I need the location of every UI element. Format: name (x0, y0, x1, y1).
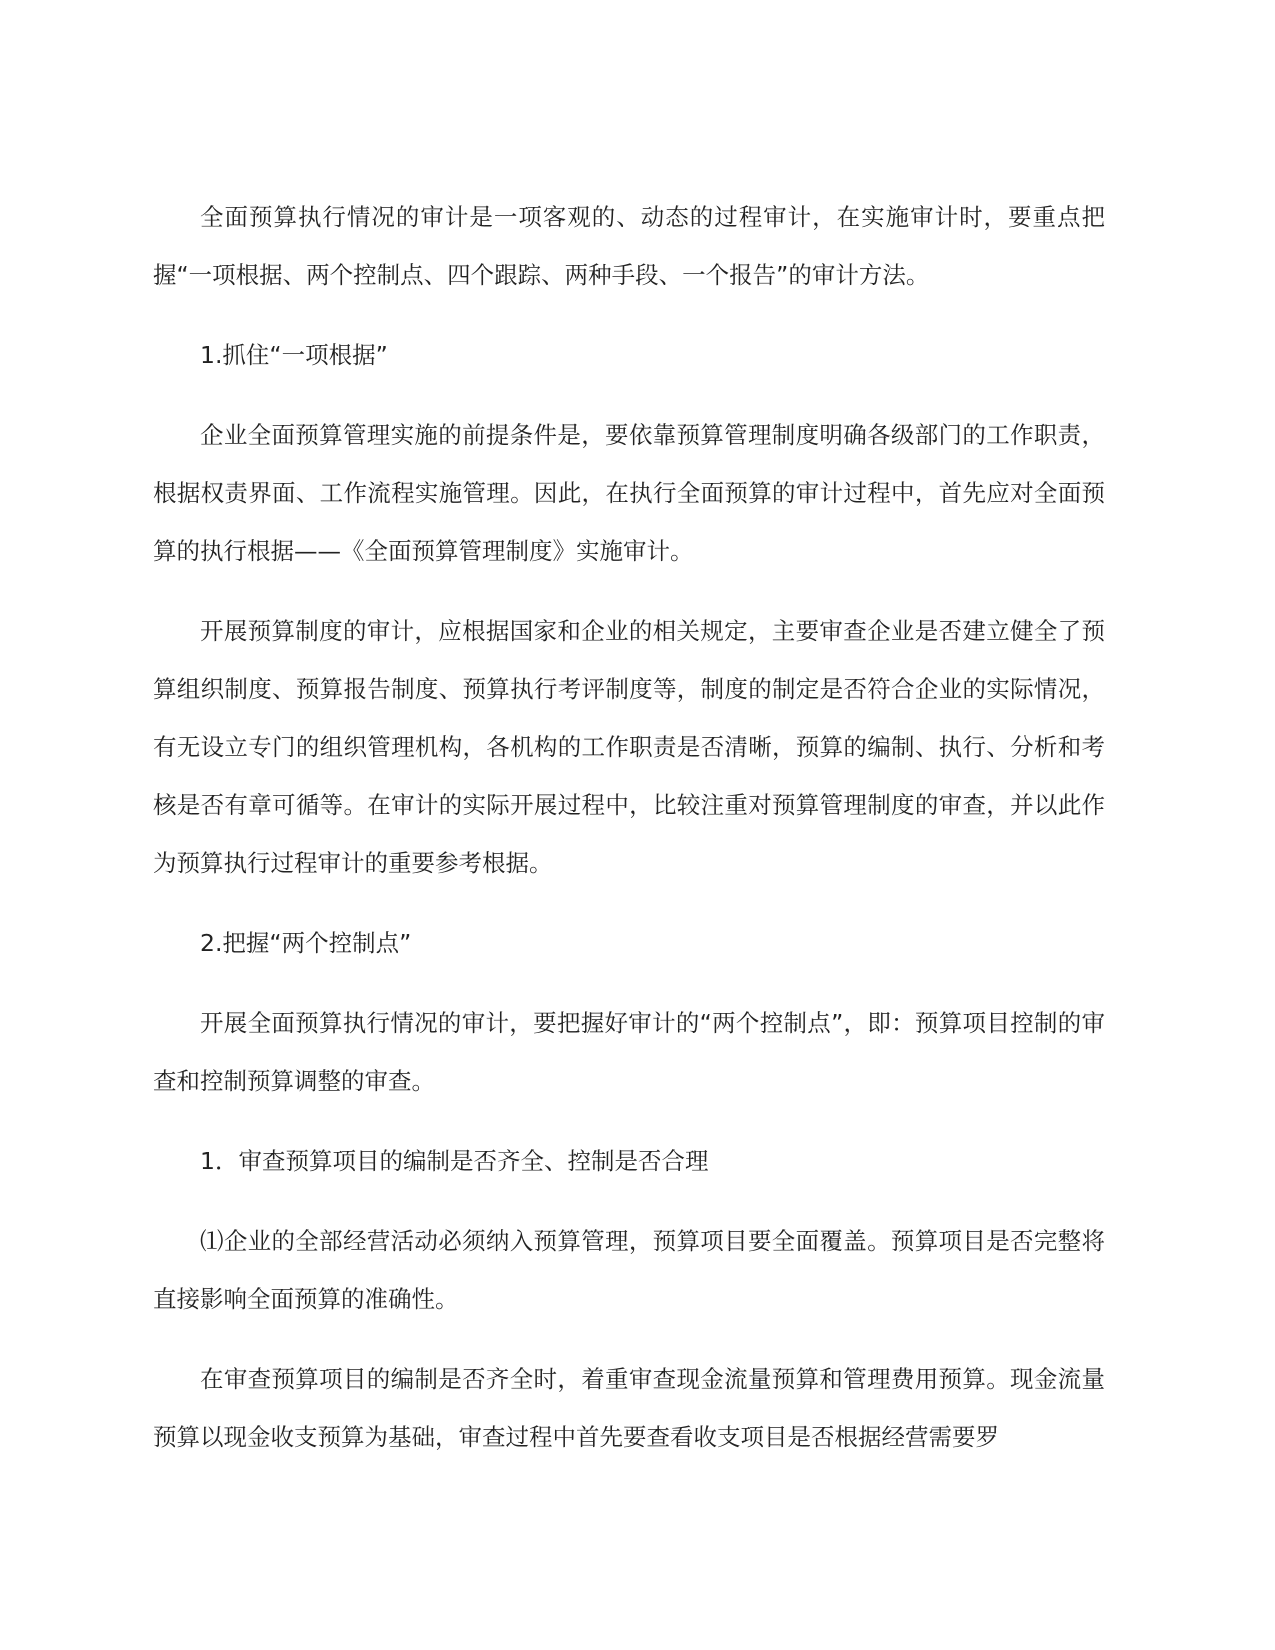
paragraph-2: 企业全面预算管理实施的前提条件是，要依靠预算管理制度明确各级部门的工作职责，根据权责界面、工作流程实施管理。因此，在执行全面预算的审计过程中，首先应对全面预算的执行根据——《全面预算管理制度》实施审计。 (153, 421, 1105, 565)
paragraph-5: ⑴企业的全部经营活动必须纳入预算管理，预算项目要全面覆盖。预算项目是否完整将直接影响全面预算的准确性。 (153, 1227, 1105, 1313)
paragraph-1: 全面预算执行情况的审计是一项客观的、动态的过程审计，在实施审计时，要重点把握“一项根据、两个控制点、四个跟踪、两种手段、一个报告”的审计方法。 (153, 203, 1105, 289)
paragraph-3: 开展预算制度的审计，应根据国家和企业的相关规定，主要审查企业是否建立健全了预算组织制度、预算报告制度、预算执行考评制度等，制度的制定是否符合企业的实际情况，有无设立专门的组织管理机构，各机构的工作职责是否清晰，预算的编制、执行、分析和考核是否有章可循等。在审计的实际开展过程中，比较注重对预算管理制度的审查，并以此作为预算执行过程审计的重要参考根据。 (153, 617, 1105, 877)
paragraph-4: 开展全面预算执行情况的审计，要把握好审计的“两个控制点”，即：预算项目控制的审查和控制预算调整的审查。 (153, 1009, 1105, 1095)
paragraph-6: 在审查预算项目的编制是否齐全时，着重审查现金流量预算和管理费用预算。现金流量预算以现金收支预算为基础，审查过程中首先要查看收支项目是否根据经营需要罗 (153, 1365, 1105, 1451)
document-body (153, 188, 1105, 1488)
section-heading-1: 1.抓住“一项根据” (200, 341, 388, 369)
sub-heading-1: 1．审查预算项目的编制是否齐全、控制是否合理 (200, 1147, 709, 1175)
section-heading-2: 2.把握“两个控制点” (200, 929, 412, 957)
